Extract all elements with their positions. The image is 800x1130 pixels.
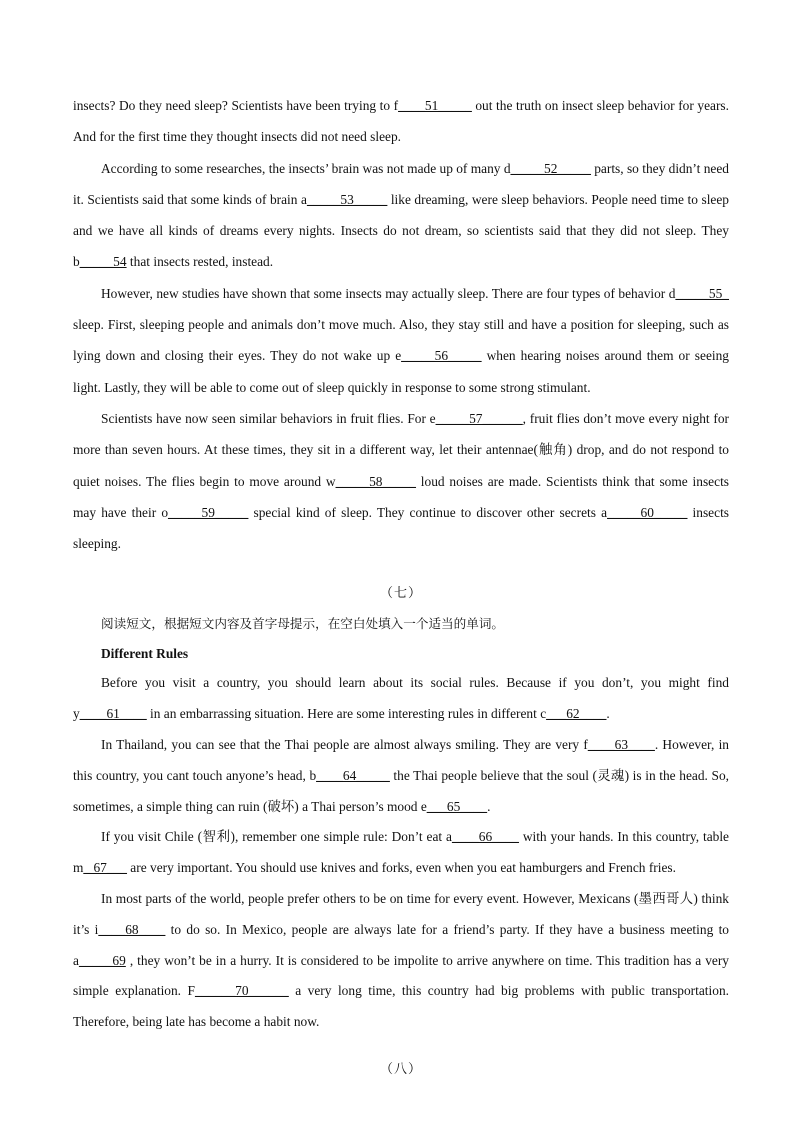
blank-52: _____52_____ (510, 160, 591, 176)
blank-51: ____51_____ (398, 98, 472, 113)
text: in an embarrassing situation. Here are some interesting rules in different c (146, 706, 547, 722)
paragraph-rules-3 (73, 822, 729, 884)
text: Before you visit a country, you should learn about its social rules. Because if you don’t, you might find y (73, 675, 729, 722)
blank-64: ____64_____ (316, 767, 390, 783)
text: . However, in this country, you cant touch anyone’s head, b (73, 737, 729, 783)
passage-different-rules (73, 668, 729, 1038)
text: insects? Do they need sleep? Scientists have been trying to f (73, 98, 399, 113)
text: the Thai people believe that the soul (灵魂) is in the head. So, sometimes, a simple thing can ruin (破坏) a Thai person’s mood e (73, 767, 729, 814)
section-7-heading: （七） (379, 586, 422, 602)
text: out the truth on insect sleep behavior for years. And for the first time they thought insects did not need sleep. (73, 98, 729, 145)
text: sleep. First, sleeping people and animals don’t move much. Also, they stay still and have a position for sleeping, such as lying down and closing their eyes. They do not wake up e (73, 317, 729, 364)
blank-70: ______70______ (194, 983, 289, 999)
text: . (487, 798, 491, 814)
text: are very important. You should use knives and forks, even when you eat hamburgers and French fries. (126, 860, 676, 876)
text: when hearing noises around them or seeing light. Lastly, they will be able to come out of sleep quickly in response to some strong stimulant. (73, 348, 729, 395)
text: parts, so they didn’t need it. Scientists said that some kinds of brain a (73, 160, 729, 207)
paragraph-rules-4 (73, 884, 729, 1038)
passage-insect-sleep (73, 90, 729, 559)
text: a very long time, this country had big problems with public transportation. Therefore, being late has become a habit now. (73, 983, 729, 1030)
passage-title: Different Rules (101, 646, 189, 662)
paragraph-rules-2 (73, 730, 729, 822)
blank-58: _____58_____ (335, 473, 416, 489)
document-page (73, 90, 729, 1086)
text: If you visit Chile (智利), remember one simple rule: Don’t eat a (101, 829, 452, 845)
text: loud noises are made. Scientists think that some insects may have their o (73, 473, 729, 520)
blank-69: _____69 (78, 952, 126, 968)
paragraph-4 (73, 403, 729, 559)
blank-56: _____56_____ (401, 348, 482, 364)
blank-68: ____68____ (98, 921, 166, 937)
text: to do so. In Mexico, people are always late for a friend’s party. If they have a business meeting to a (73, 921, 729, 968)
section-8-heading: （八） (379, 1062, 422, 1078)
blank-53: _____53_____ (306, 191, 388, 207)
paragraph-1 (73, 90, 729, 153)
paragraph-3 (73, 278, 729, 403)
blank-65: ___65____ (426, 798, 488, 814)
text: like dreaming, were sleep behaviors. People need time to sleep and we have all kinds of dreams every nights. Insects do not dream, so scientists said that they did not sleep. They b (73, 191, 729, 270)
paragraph-2 (73, 153, 729, 278)
blank-67: _ 67___ (83, 860, 127, 876)
blank-59: _____59_____ (168, 504, 249, 520)
text: However, new studies have shown that some insects may actually sleep. There are four types of behavior d (101, 285, 676, 301)
blank-61: ____61____ (79, 706, 147, 722)
text: . (606, 706, 610, 722)
text: Scientists have now seen similar behaviors in fruit flies. For e (101, 410, 436, 426)
blank-62: ___62____ (546, 706, 607, 722)
blank-54: _____54 (79, 254, 127, 270)
text: insects sleeping. (73, 504, 730, 552)
section-7-instruction: 阅读短文，根据短文内容及首字母提示，在空白处填入一个适当的单词。 (101, 616, 504, 632)
blank-63: ____63____ (587, 737, 655, 753)
text: special kind of sleep. They continue to discover other secrets a (248, 504, 608, 520)
text: with your hands. In this country, table m (73, 829, 730, 876)
text: In Thailand, you can see that the Thai people are almost always smiling. They are very f (101, 737, 588, 753)
blank-57: _____57______ (435, 410, 523, 426)
text: , they won’t be in a hurry. It is considered to be impolite to arrive anywhere on time. This tradition has a very simple explanation. F (73, 952, 729, 999)
text: According to some researches, the insects’ brain was not made up of many d (101, 160, 511, 176)
blank-60: _____60_____ (607, 504, 688, 520)
text: that insects rested, instead. (126, 254, 274, 270)
paragraph-rules-1 (73, 668, 729, 730)
text: , fruit flies don’t move every night for more than seven hours. At these times, they sit in a different way, let their antennae(触角) drop, and do not respond to quiet noises. The flies begin to move around w (73, 410, 729, 489)
text: In most parts of the world, people prefer others to be on time for every event. However, Mexicans (墨西哥人) think it’s i (73, 891, 729, 937)
blank-55: _____55_ (675, 285, 729, 301)
blank-66: ____66____ (451, 829, 519, 845)
